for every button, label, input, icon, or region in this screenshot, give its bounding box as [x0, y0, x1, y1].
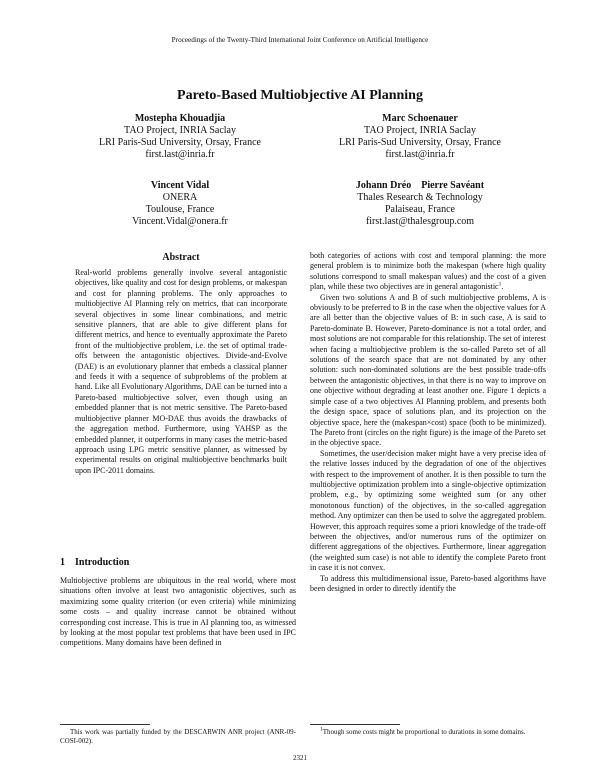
author-block-2 — [300, 113, 540, 161]
footnote-rule — [60, 724, 150, 725]
footnote-mark: 1 — [320, 726, 323, 733]
author-affiliation: Toulouse, France — [145, 204, 215, 215]
abstract-heading: Abstract — [162, 252, 200, 263]
footnote-right: $^1$Though some costs might be proportional to durations in some domains. — [320, 726, 526, 736]
author-affiliation: Thales Research & Technology — [357, 192, 483, 203]
running-header: Proceedings of the Twenty-Third International Joint Conference on Artificial Intelligence — [171, 36, 429, 44]
footnote-left: This work was partially funded by the DESCARWIN ANR project (ANR-09-COSI-002). — [60, 728, 296, 745]
section-number: 1 — [60, 557, 65, 568]
body-paragraph: To address this multidimensional issue, Pareto-based algorithms have been designed in order to directly identify the — [310, 573, 546, 593]
footnote-rule — [310, 724, 400, 725]
intro-paragraph: Multiobjective problems are ubiquitous in the real world, where most situations often involve at least two antagonistic objectives, such as maximizing some quality criterion (or even criteria) while minimizing some costs – and quality increase cannot be obtained without corresponding cost increase. This is true in AI planning too, as witnessed by looking at the most popular test problems that have been used in IPC competitions. Many domains have been defined in — [60, 576, 296, 648]
author-block-1 — [60, 113, 300, 161]
author-affiliation: LRI Paris-Sud University, Orsay, France — [338, 137, 501, 148]
author-affiliation: TAO Project, INRIA Saclay — [124, 125, 236, 136]
author-name: Marc Schoenauer — [382, 113, 458, 124]
author-affiliation: ONERA — [162, 192, 198, 203]
author-affiliation: TAO Project, INRIA Saclay — [364, 125, 476, 136]
page-number: 2321 — [293, 754, 307, 762]
body-paragraph: Given two solutions A and B of such multiobjective problems, A is obviously to be preferred to B in the case when the objective values for A are all better than the objective values of B: in such case, A is said to Pareto-dominate B. However, Pareto-dominance is not a total order, and most solutions are not comparable for this relationship. The set of interest when facing a multiobjective problem is the so-called Pareto set of all solutions of the search space that are not dominated by any other solution: such non-dominated solutions are the best possible trade-offs between the antagonistic objectives, in that there is no way to improve on one objective without degrading at least another one. Figure 1 depicts a simple case of a two objectives AI Planning problem, and presents both the design space, space of solutions plan, and its projection on the objective space, here the (makespan×cost) space (both to be minimized). The Pareto front (circles on the right figure) is the image of the Pareto set in the objective space. — [310, 292, 546, 448]
author-email: first.last@thalesgroup.com — [365, 216, 475, 227]
author-block-3 — [60, 180, 300, 228]
author-email: first.last@inria.fr — [145, 149, 215, 160]
author-email: first.last@inria.fr — [385, 149, 455, 160]
author-name: Vincent Vidal — [150, 180, 210, 191]
author-name: Johann Dréo Pierre Savéant — [355, 180, 485, 191]
paper-title: Pareto-Based Multiobjective AI Planning — [177, 88, 423, 103]
author-affiliation: LRI Paris-Sud University, Orsay, France — [98, 137, 261, 148]
author-email: Vincent.Vidal@onera.fr — [132, 216, 228, 227]
author-name: Mostepha Khouadjia — [134, 113, 226, 124]
footnote-mark: 1 — [498, 281, 502, 288]
abstract-text: Real-world problems generally involve several antagonistic objectives, like quality and cost for design problems, or makespan and cost for planning problems. The only approaches to multiobjective AI Planning rely on metrics, that can incorporate several objectives in some linear combinations, and metric sensitive planners, that are able to give different plans for different metrics, and hence to eventually approximate the Pareto front of the multiobjective problem, i.e. the set of optimal trade-offs between the antagonistic objectives. Divide-and-Evolve (DAE) is an evolutionary planner that embeds a classical planner and feeds it with a sequence of subproblems of the problem at hand. Like all Evolutionary Algorithms, DAE can be turned into a Pareto-based multiobjective solver, even though using an embedded planner that is not metric sensitive. The Pareto-based multiobjective planner MO-DAE thus avoids the drawbacks of the aggregation method. Furthermore, using YAHSP as the embedded planner, it outperforms in many cases the metric-based approach using LPG metric sensitive planner, as witnessed by experimental results on original multiobjective benchmarks built upon IPC-2011 domains. — [75, 268, 287, 475]
section-heading — [60, 557, 129, 568]
right-column — [310, 251, 546, 594]
body-paragraph: both categories of actions with cost and temporal planning: the more general problem is to minimize both the makespan (where high quality solutions correspond to small makespan values) and the cost of a given plan, while these two objectives are in general antagonistic$^1$. — [310, 251, 546, 292]
author-block-4 — [300, 180, 540, 228]
body-paragraph: Sometimes, the user/decision maker might have a very precise idea of the relative losses induced by the degradation of one of the objectives with respect to the improvement of another. It is then possible to turn the multiobjective optimization problem into a single-objective optimization problem, e.g., by optimizing some weighted sum (or any other monotonous function) of the objectives, in the so-called aggregation method. Any optimizer can then be used to solve the aggregated problem. However, this approach requires some a priori knowledge of the trade-off between the objectives, and/or numerous runs of the optimizer on different aggregations of the objectives. Furthermore, linear aggregation (the weighted sum case) is not able to identify the complete Pareto front in case it is not convex. — [310, 448, 546, 573]
author-affiliation: Palaiseau, France — [385, 204, 455, 215]
section-title: Introduction — [75, 557, 130, 568]
